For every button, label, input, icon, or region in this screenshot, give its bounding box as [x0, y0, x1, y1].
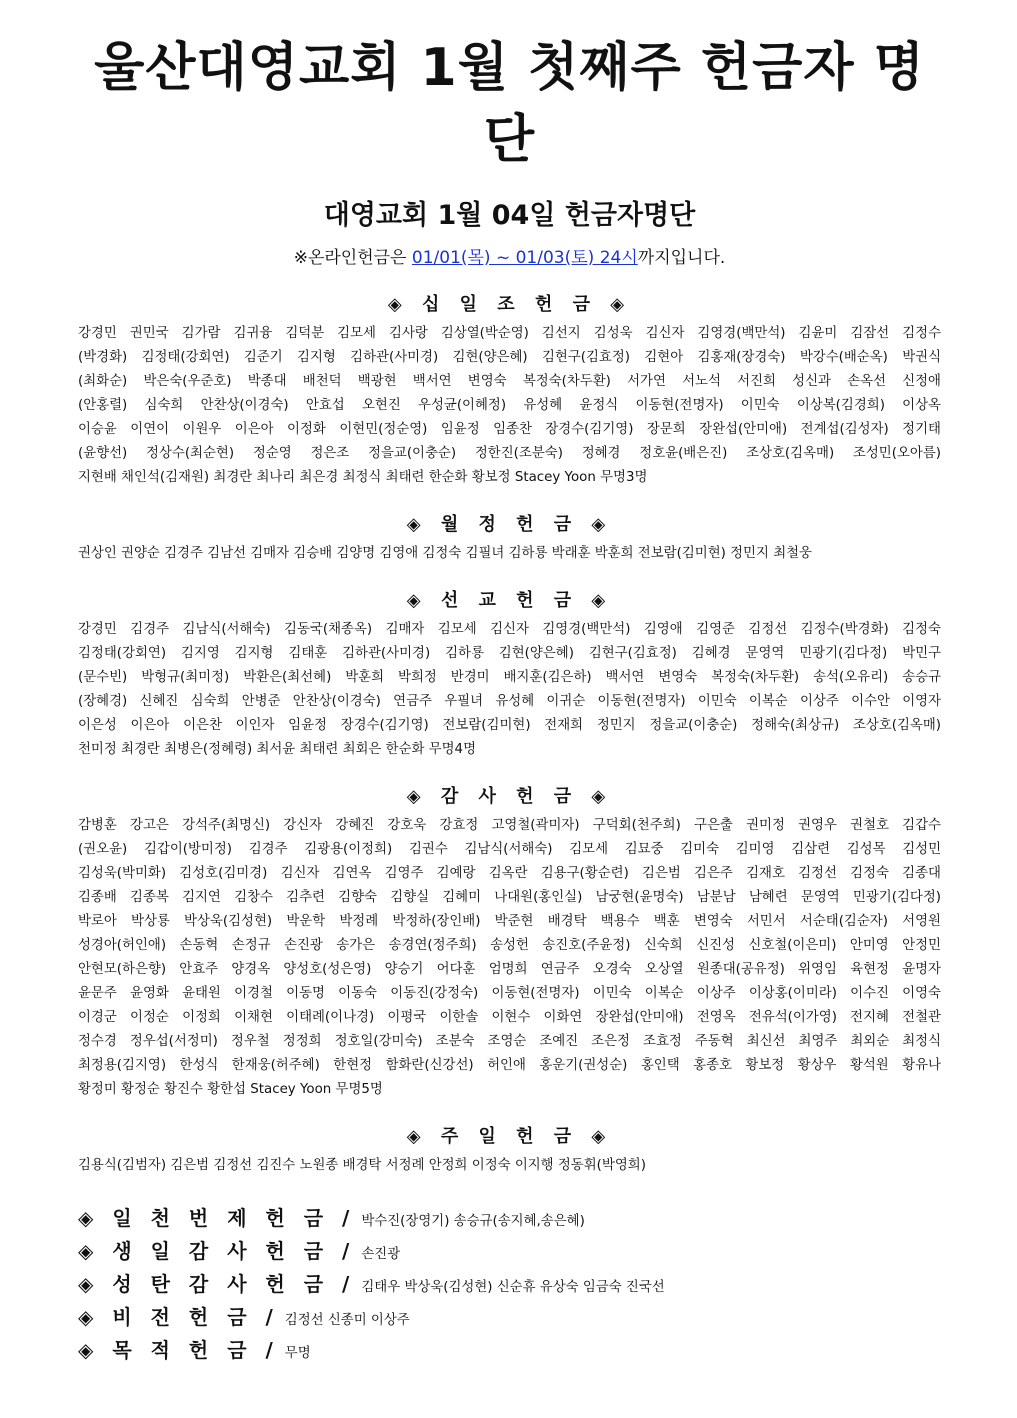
- name-line: (최화순) 박은숙(우준호) 박종대 배천덕 백광현 백서연 변영숙 복정숙(차두환) 서가연 서노석 서진희 성신과 손옥선 신정애: [78, 374, 941, 389]
- main-title: 울산대영교회 1월 첫째주 헌금자 명단: [94, 38, 925, 170]
- name-line: 이승윤 이연이 이원우 이은아 이정화 이현민(정순영) 임윤정 임종찬 장경수(김기영) 장문희 장완섭(안미애) 전계섭(김성자) 정기태: [78, 422, 941, 437]
- name-line: 천미정 최경란 최병은(정혜령) 최서윤 최태련 최회은 한순화 무명4명: [78, 742, 477, 757]
- special-offering-names: 김태우 박상욱(김성현) 신순휴 유상숙 임금숙 진국선: [361, 1280, 665, 1295]
- special-offering-row: [78, 1268, 941, 1301]
- name-line: (박경화) 김정태(강회연) 김준기 김지형 김하관(사미경) 김현(양은혜) 김현구(김효정) 김현아 김홍재(장경숙) 박강수(배순옥) 박권식: [78, 350, 941, 365]
- special-offering-row: [78, 1301, 941, 1334]
- name-list: [78, 542, 941, 566]
- online-offering-notice: [78, 246, 941, 270]
- name-list: [78, 1154, 941, 1178]
- name-line: 황정미 황정순 황진수 황한섭 Stacey Yoon 무명5명: [78, 1082, 383, 1097]
- name-line: 이경군 이정순 이정희 이채현 이태례(이나경) 이평국 이한솔 이현수 이화연 장완섭(안미애) 전영옥 전유석(이가영) 전지혜 전철관: [78, 1010, 941, 1025]
- name-line: 정수경 정우섭(서정미) 정우철 정정희 정호일(강미숙) 조분숙 조영순 조예진 조은정 조효정 주동혁 최신선 최영주 최외순 최정식: [78, 1034, 941, 1049]
- name-line: 감병훈 강고은 강석주(최명신) 강신자 강혜진 강호욱 강효정 고영철(곽미자) 구덕회(천주희) 구은출 권미정 권영우 권철호 김갑수: [78, 818, 941, 833]
- offering-sections: [78, 292, 941, 1178]
- special-offerings: [78, 1202, 941, 1367]
- thanks-offering-section: [78, 784, 941, 1102]
- tithe-section: [78, 292, 941, 490]
- name-line: (안홍렬) 심숙희 안찬상(이경숙) 안효섭 오현진 우성균(이혜정) 유성혜 윤정식 이동현(전명자) 이민숙 이상복(김경희) 이상옥: [78, 398, 941, 413]
- sub-title: 대영교회 1월 04일 헌금자명단: [323, 200, 696, 231]
- name-line: (문수빈) 박형규(최미정) 박환은(최선혜) 박훈희 박희정 반경미 배지훈(김은하) 백서연 변영숙 복정숙(차두환) 송석(오유리) 송승규: [78, 670, 941, 685]
- section-heading: ◈ 십 일 조 헌 금 ◈: [387, 294, 632, 315]
- name-line: (권오윤) 김갑이(방미정) 김경주 김광용(이정희) 김권수 김남식(서해숙) 김모세 김묘중 김미숙 김미영 김삼련 김성목 김성민: [78, 842, 941, 857]
- special-offering-label: ◈ 성 탄 감 사 헌 금 /: [78, 1272, 356, 1296]
- name-line: (윤향선) 정상수(최순현) 정순영 정은조 정을교(이충순) 정한진(조분숙) 정혜경 정호윤(배은진) 조상호(김옥매) 조성민(오아름): [78, 446, 941, 461]
- notice-prefix: ※온라인헌금은: [293, 248, 412, 268]
- special-offering-names: 박수진(장영기) 송승규(송지혜,송은혜): [361, 1214, 585, 1229]
- section-heading: ◈ 감 사 헌 금 ◈: [406, 786, 613, 807]
- name-line: 박로아 박상룡 박상욱(김성현) 박운학 박정례 박정하(장인배) 박준현 배경탁 백용수 백훈 변영숙 서민서 서순태(김순자) 서영원: [78, 914, 941, 929]
- name-line: (장혜경) 신혜진 심숙희 안병준 안찬상(이경숙) 연금주 우필녀 유성혜 이귀순 이동현(전명자) 이민숙 이복순 이상주 이수안 이영자: [78, 694, 941, 709]
- special-offering-names: 무명: [284, 1346, 311, 1361]
- special-offering-label: ◈ 생 일 감 사 헌 금 /: [78, 1239, 356, 1263]
- special-offering-row: [78, 1202, 941, 1235]
- name-line: 김성욱(박미화) 김성호(김미경) 김신자 김연옥 김영주 김예랑 김옥란 김용구(황순련) 김은범 김은주 김재호 김정선 김정숙 김종대: [78, 866, 941, 881]
- section-heading: ◈ 월 정 헌 금 ◈: [406, 514, 613, 535]
- special-offering-label: ◈ 목 적 헌 금 /: [78, 1338, 279, 1362]
- special-offering-row: [78, 1334, 941, 1367]
- special-offering-label: ◈ 일 천 번 제 헌 금 /: [78, 1206, 356, 1230]
- name-line: 안현모(하은향) 안효주 양경옥 양성호(성은영) 양승기 어다훈 엄명희 연금주 오경숙 오상열 원종대(공유정) 위영임 육현정 윤명자: [78, 962, 941, 977]
- monthly-offering-section: [78, 512, 941, 566]
- name-list: [78, 814, 941, 1102]
- name-line: 성경아(허인애) 손동혁 손정규 손진광 송가은 송경연(정주희) 송성헌 송진호(주윤정) 신숙희 신진성 신호철(이은미) 안미영 안정민: [78, 938, 941, 953]
- name-line: 김정태(강회연) 김지영 김지형 김태훈 김하관(사미경) 김하룡 김현(양은혜) 김현구(김효정) 김혜경 문영역 민광기(김다정) 박민구: [78, 646, 941, 661]
- name-line: 이은성 이은아 이은찬 이인자 임윤정 장경수(김기영) 전보람(김미현) 전재희 정민지 정을교(이충순) 정해숙(최상규) 조상호(김옥매): [78, 718, 941, 733]
- name-line: 지현배 채인석(김재원) 최경란 최나리 최은경 최정식 최태련 한순화 황보정 Stacey Yoon 무명3명: [78, 470, 648, 485]
- section-heading: ◈ 주 일 헌 금 ◈: [406, 1126, 613, 1147]
- name-line: 김종배 김종복 김지연 김창수 김추련 김향숙 김향실 김혜미 나대원(홍인실) 남궁현(윤명숙) 남분남 남혜련 문영역 민광기(김다정): [78, 890, 941, 905]
- notice-date-link[interactable]: 01/01(목) ~ 01/03(토) 24시: [411, 248, 638, 268]
- section-heading: ◈ 선 교 헌 금 ◈: [406, 590, 613, 611]
- name-line: 강경민 김경주 김남식(서해숙) 김동국(채종옥) 김매자 김모세 김신자 김영경(백만석) 김영애 김영준 김정선 김정수(박경화) 김정숙: [78, 622, 941, 637]
- name-list: [78, 322, 941, 490]
- special-offering-row: [78, 1235, 941, 1268]
- name-line: 윤문주 윤영화 윤태원 이경철 이동명 이동숙 이동진(강정숙) 이동현(전명자) 이민숙 이복순 이상주 이상홍(이미라) 이수진 이영숙: [78, 986, 941, 1001]
- name-list: [78, 618, 941, 762]
- special-offering-label: ◈ 비 전 헌 금 /: [78, 1305, 279, 1329]
- name-line: 최정용(김지영) 한성식 한재웅(허주혜) 한현정 함화란(신강선) 허인애 홍운기(권성순) 홍인택 홍종호 황보정 황상우 황석원 황유나: [78, 1058, 941, 1073]
- special-offering-names: 김정선 신종미 이상주: [284, 1313, 410, 1328]
- name-line: 김용식(김범자) 김은범 김정선 김진수 노원종 배경탁 서정례 안정희 이정숙 이지행 정동휘(박영희): [78, 1158, 646, 1173]
- notice-suffix: 까지입니다.: [637, 248, 726, 268]
- mission-offering-section: [78, 588, 941, 762]
- name-line: 강경민 권민국 김가람 김귀융 김덕분 김모세 김사랑 김상열(박순영) 김선지 김성욱 김신자 김영경(백만석) 김윤미 김잠선 김정수: [78, 326, 941, 341]
- name-line: 권상인 권양순 김경주 김남선 김매자 김승배 김양명 김영애 김정숙 김필녀 김하룡 박래훈 박훈희 전보람(김미현) 정민지 최철웅: [78, 546, 812, 561]
- sunday-offering-section: [78, 1124, 941, 1178]
- special-offering-names: 손진광: [361, 1247, 401, 1262]
